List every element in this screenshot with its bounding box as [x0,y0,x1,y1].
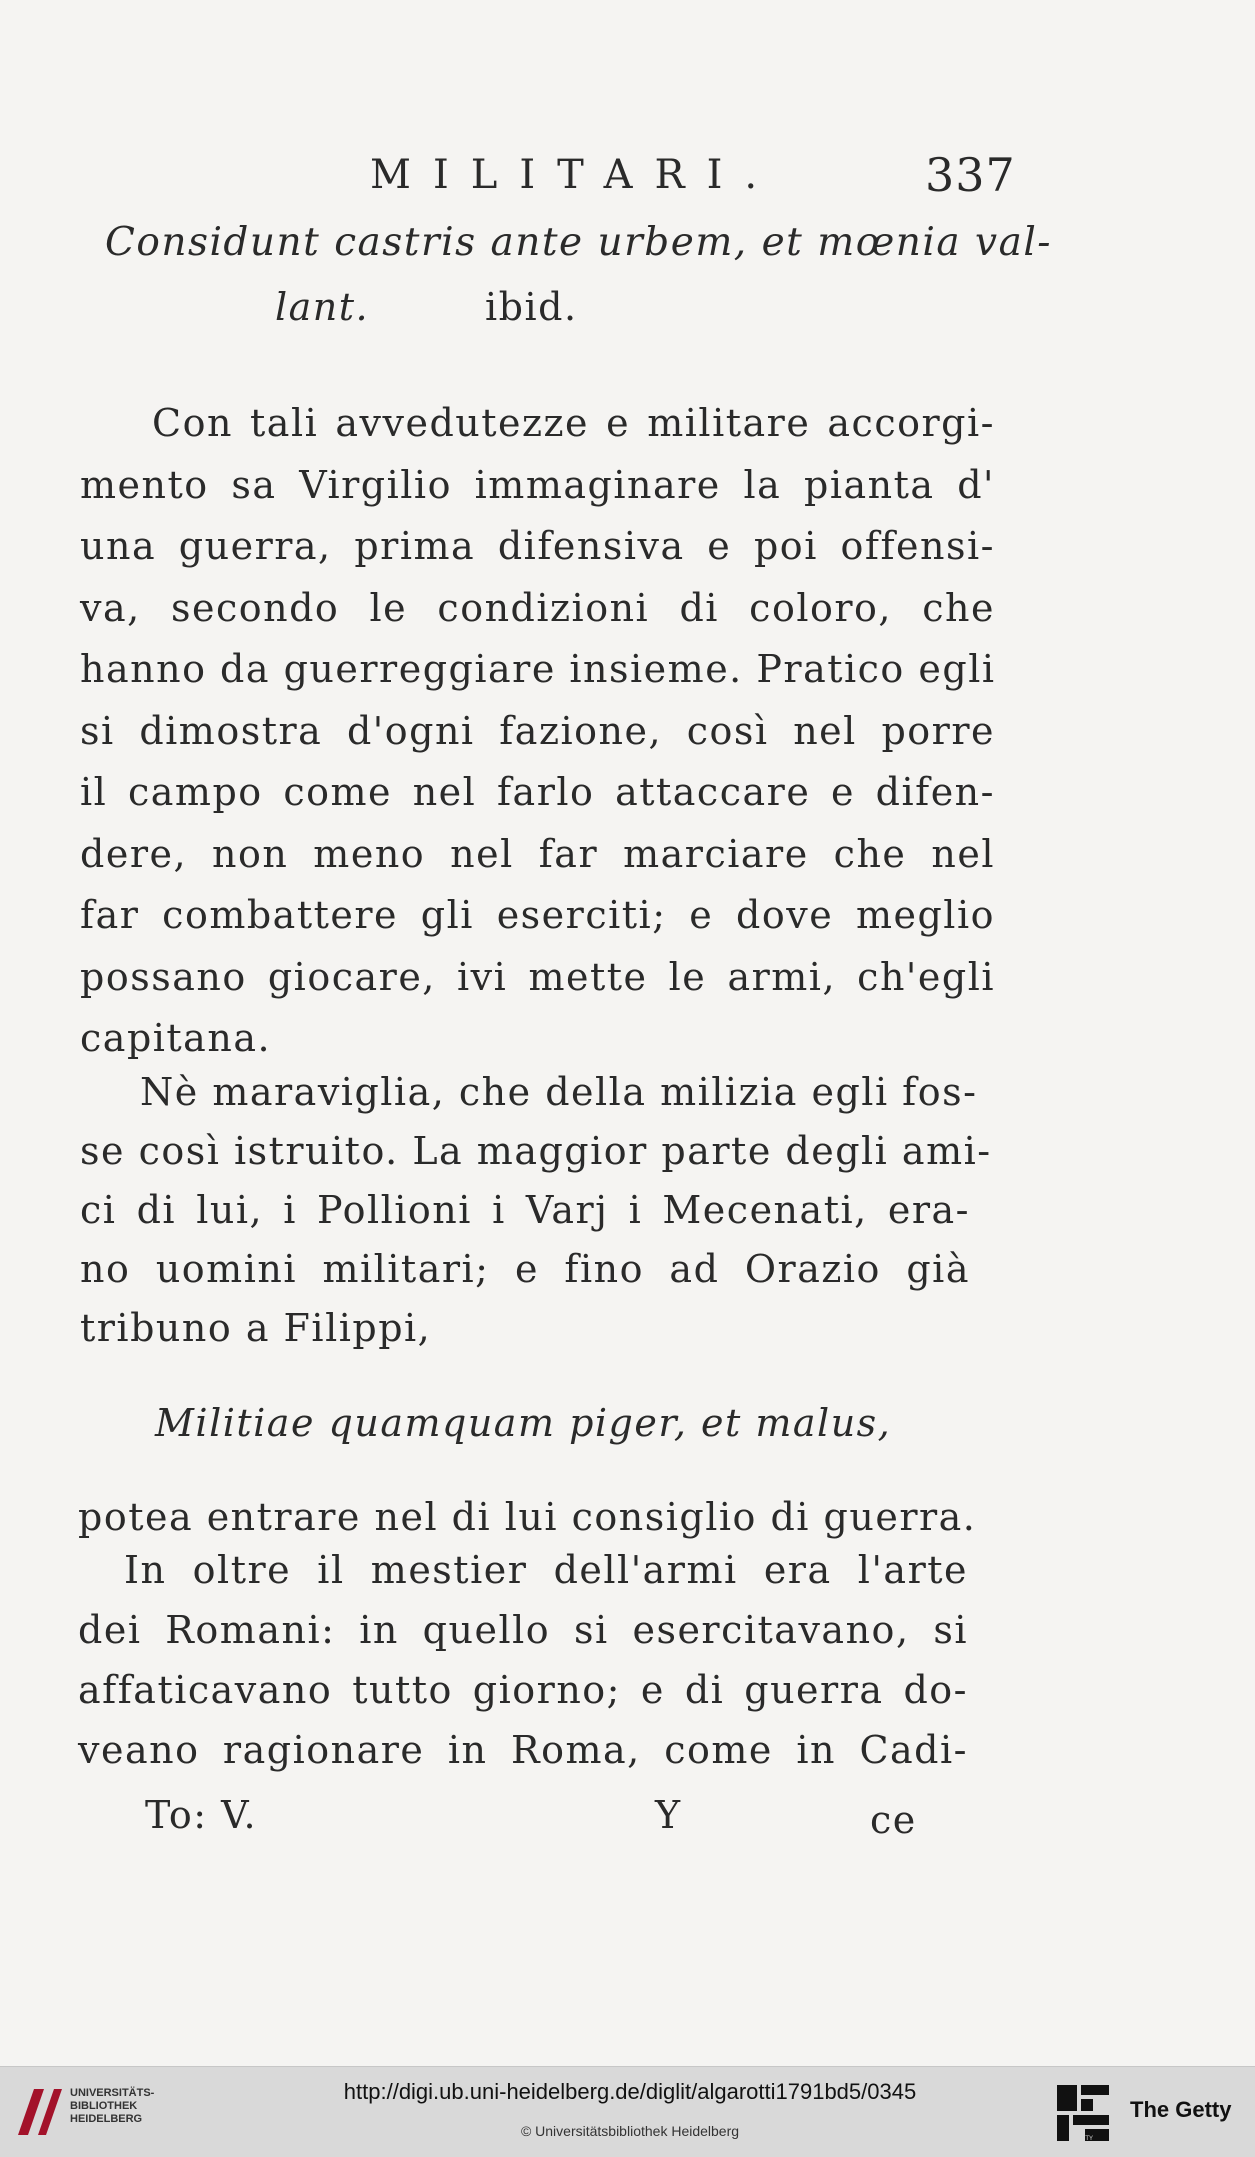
text-line: si dimostra d'ogni fazione, così nel porre [80,708,995,753]
text-line: va, secondo le condizioni di coloro, che [80,585,995,630]
verse-quotation: Militiae quamquam piger, et malus, [155,1401,892,1445]
text-line: capitana. [80,1016,272,1060]
svg-text:GETTY: GETTY [1072,2136,1094,2142]
verse-reference: ibid. [485,285,578,329]
permalink-url[interactable]: http://digi.ub.uni-heidelberg.de/diglit/algarotti1791bd5/0345 [343,2079,917,2104]
verse-line: Considunt castris ante urbem, et mœnia val- [105,220,1052,265]
page-number: 337 [925,148,1016,202]
text-line: ci di lui, i Pollioni i Varj i Mecenati, era- [80,1188,970,1232]
text-line: Con tali avvedutezze e militare accorgi- [152,401,995,445]
text-line: no uomini militari; e fino ad Orazio già [80,1247,970,1291]
text-line: potea entrare nel di lui consiglio di guerra. [78,1495,977,1539]
copyright-notice: © Universitätsbibliothek Heidelberg [520,2123,740,2139]
text-line: dere, non meno nel far marciare che nel [80,831,995,876]
library-name: UNIVERSITÄTS- BIBLIOTHEK HEIDELBERG [70,2087,155,2125]
text-line: se così istruito. La maggior parte degli ami- [80,1129,992,1173]
getty-logo[interactable] [1055,2083,1111,2143]
text-line: una guerra, prima difensiva e poi offensi- [80,524,995,568]
footer-bar [0,2066,1255,2157]
text-line: possano giocare, ivi mette le armi, ch'egli [80,954,995,999]
text-line: Nè maraviglia, che della milizia egli fos- [140,1070,978,1114]
volume-mark: To: V. [145,1793,258,1837]
text-line: mento sa Virgilio immaginare la pianta d' [80,462,995,507]
text-line: veano ragionare in Roma, come in Cadi- [78,1728,968,1772]
text-line: hanno da guerreggiare insieme. Pratico egli [80,647,996,691]
signature-mark: Y [655,1793,682,1837]
verse-line: lant. [275,285,370,329]
text-line: dei Romani: in quello si esercitavano, si [78,1608,968,1652]
catchword: ce [870,1798,917,1842]
partner-name: The Getty [1130,2097,1232,2122]
text-line: In oltre il mestier dell'armi era l'arte [124,1548,968,1592]
text-line: tribuno a Filippi, [80,1306,432,1350]
text-line: il campo come nel farlo attaccare e difen- [80,770,995,814]
text-line: far combattere gli eserciti; e dove meglio [80,893,995,937]
running-title: MILITARI. [370,152,780,198]
text-line: affaticavano tutto giorno; e di guerra do- [78,1668,968,1712]
